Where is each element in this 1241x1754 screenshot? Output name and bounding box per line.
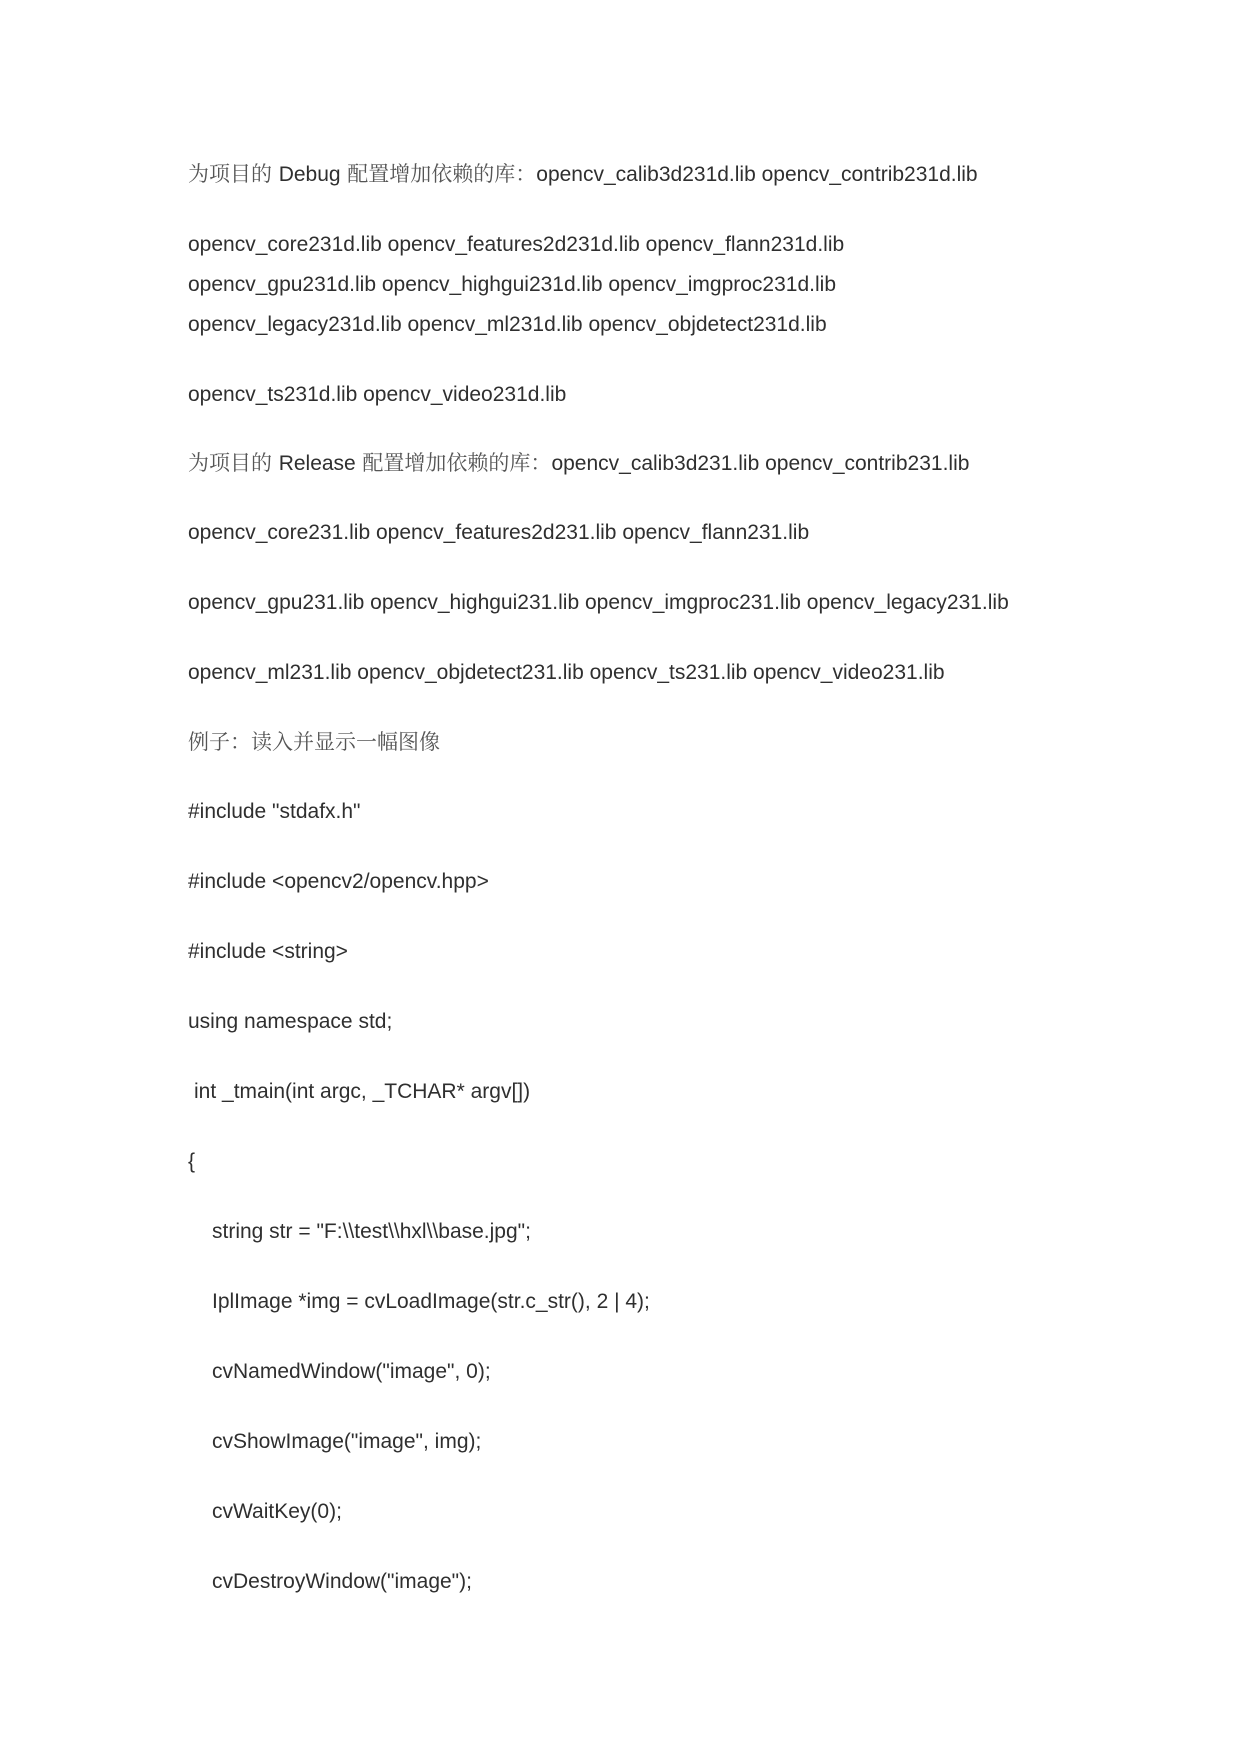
release-libs-line: opencv_ml231.lib opencv_objdetect231.lib opencv_ts231.lib opencv_video231.lib xyxy=(188,661,945,684)
code-line: cvNamedWindow("image", 0); xyxy=(212,1360,491,1383)
debug-intro-libs: opencv_calib3d231d.lib opencv_contrib231d.lib xyxy=(536,163,978,186)
code-line: cvShowImage("image", img); xyxy=(212,1430,482,1453)
debug-libs-line: opencv_core231d.lib opencv_features2d231d.lib opencv_flann231d.lib xyxy=(188,233,845,256)
code-line: #include <opencv2/opencv.hpp> xyxy=(188,870,489,893)
debug-intro-suffix: 配置增加依赖的库： xyxy=(340,162,537,186)
code-line: #include <string> xyxy=(188,940,348,963)
release-libs-line: opencv_core231.lib opencv_features2d231.lib opencv_flann231.lib xyxy=(188,521,810,544)
code-line: string str = "F:\\test\\hxl\\base.jpg"; xyxy=(212,1220,531,1243)
code-line: cvWaitKey(0); xyxy=(212,1500,342,1523)
debug-label: Debug xyxy=(278,163,341,186)
release-libs-line: opencv_gpu231.lib opencv_highgui231.lib opencv_imgproc231.lib opencv_legacy231.lib xyxy=(188,591,1009,614)
release-intro-suffix: 配置增加依赖的库： xyxy=(355,451,552,475)
code-line: cvDestroyWindow("image"); xyxy=(212,1570,472,1593)
debug-libs-line: opencv_legacy231d.lib opencv_ml231d.lib opencv_objdetect231d.lib xyxy=(188,313,827,336)
example-heading: 例子：读入并显示一幅图像 xyxy=(188,730,440,754)
release-intro-paragraph xyxy=(188,448,969,479)
code-line: IplImage *img = cvLoadImage(str.c_str(), 2 | 4); xyxy=(212,1290,650,1313)
debug-libs-line: opencv_ts231d.lib opencv_video231d.lib xyxy=(188,383,567,406)
release-label: Release xyxy=(278,452,356,475)
release-intro-prefix: 为项目的 xyxy=(188,451,279,475)
debug-intro-paragraph xyxy=(188,159,978,190)
debug-libs-line: opencv_gpu231d.lib opencv_highgui231d.lib opencv_imgproc231d.lib xyxy=(188,273,836,296)
code-line: #include "stdafx.h" xyxy=(188,800,361,823)
code-line: int _tmain(int argc, _TCHAR* argv[]) xyxy=(194,1080,531,1103)
code-line: using namespace std; xyxy=(188,1010,393,1033)
release-intro-libs: opencv_calib3d231.lib opencv_contrib231.lib xyxy=(551,452,970,475)
debug-intro-prefix: 为项目的 xyxy=(188,162,279,186)
code-line: { xyxy=(188,1150,196,1173)
